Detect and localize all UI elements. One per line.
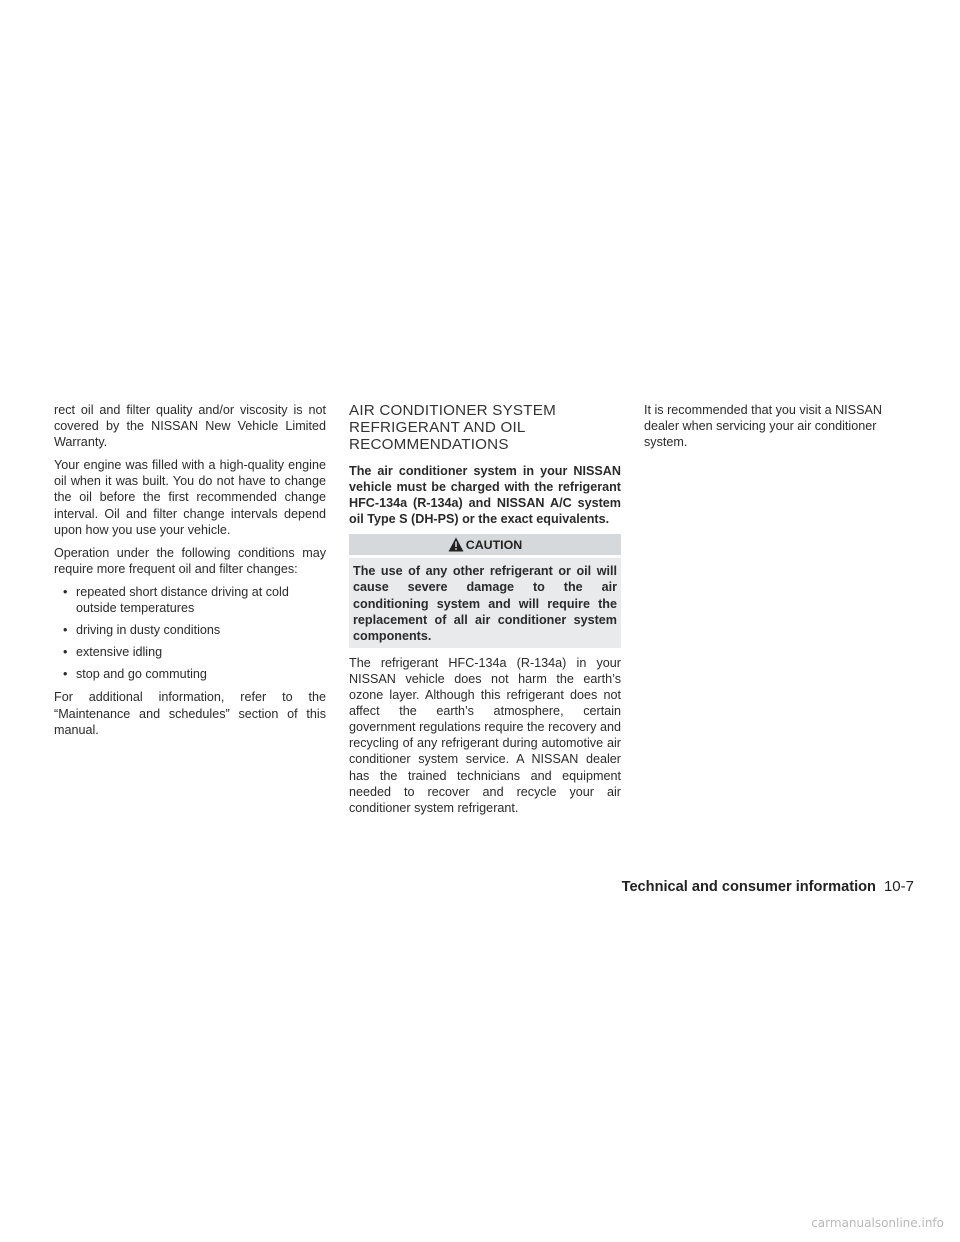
warning-icon <box>448 537 464 552</box>
page-number: 10-7 <box>883 878 914 895</box>
watermark: carmanualsonline.info <box>811 1216 944 1230</box>
page-footer <box>622 878 914 895</box>
refrigerant-requirement: The air conditioner system in your NISSAN vehicle must be charged with the refrigerant HFC-134a (R-134a) and NISSAN A/C system oil Type S (DH-PS) or the exact equivalents. <box>349 464 621 527</box>
paragraph-warranty: rect oil and filter quality and/or viscosity is not covered by the NISSAN New Vehicle Limited Warranty. <box>54 403 326 450</box>
paragraph-dealer-recommendation: It is recommended that you visit a NISSAN dealer when servicing your air conditioner system. <box>644 403 882 450</box>
list-item: • extensive idling <box>54 644 326 660</box>
paragraph-refrigerant-info: The refrigerant HFC-134a (R-134a) in your NISSAN vehicle does not harm the earth’s ozone layer. Although this refrigerant does not affect the earth’s atmosphere, certain government regulations require the recovery and recycling of any refrigerant during automotive air conditioner system service. A NISSAN dealer has the trained technicians and equipment needed to recover and recycle your air conditioner system refrigerant. <box>349 655 621 815</box>
paragraph-engine-oil: Your engine was filled with a high-quality engine oil when it was built. You do not have to change the oil before the first recommended change interval. Oil and filter change intervals depend upon how you use your vehicle. <box>54 458 326 537</box>
caution-header <box>349 534 621 555</box>
list-item: • repeated short distance driving at cold outside temperatures <box>54 584 326 616</box>
conditions-list <box>54 584 326 682</box>
section-heading: AIR CONDITIONER SYSTEM REFRIGERANT AND OIL RECOMMENDATIONS <box>349 402 556 453</box>
caution-box <box>349 534 621 647</box>
list-item: • driving in dusty conditions <box>54 622 326 638</box>
left-column <box>54 402 326 745</box>
list-item: • stop and go commuting <box>54 666 326 682</box>
caution-text: The use of any other refrigerant or oil will cause severe damage to the air conditioning system and will require the replacement of all air conditioner system components. <box>349 558 621 647</box>
middle-column <box>349 402 621 823</box>
paragraph-conditions: Operation under the following conditions may require more frequent oil and filter changes: <box>54 545 326 576</box>
paragraph-additional-info: For additional information, refer to the “Maintenance and schedules” section of this manual. <box>54 690 326 737</box>
caution-title: CAUTION <box>465 537 523 552</box>
right-column <box>644 402 914 457</box>
section-title: Technical and consumer information <box>621 879 876 895</box>
